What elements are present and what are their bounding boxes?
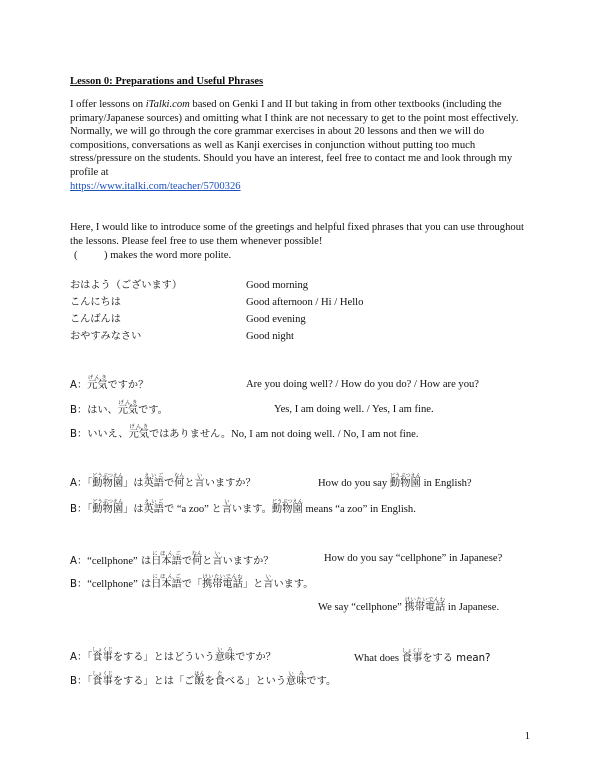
page-title: Lesson 0: Preparations and Useful Phrases xyxy=(70,76,264,87)
profile-link[interactable]: https://www.italki.com/teacher/5700326 xyxy=(70,180,241,192)
greeting-en: Good evening xyxy=(246,314,306,325)
dialogue2-line-b: B：「動物園どうぶつえん」は英語えいごで “a zoo” と言いいます。動物園どうぶつえん means “a zoo” in English. xyxy=(70,499,416,515)
dialogue3-line-b: B：“cellphone” は日本語にほんごで「携帯電話けいたいでんわ」と言いいます。 xyxy=(70,574,314,590)
greeting-en: Good afternoon / Hi / Hello xyxy=(246,297,364,308)
greeting-en: Good night xyxy=(246,331,294,342)
dialogue3-line-a: A：“cellphone” は日本語にほんごで何なんと言いいますか？ xyxy=(70,551,274,567)
dialogue1-translation-b: Yes, I am doing well. / Yes, I am fine. xyxy=(274,404,434,415)
greeting-jp: おやすみなさい xyxy=(70,331,142,342)
dialogue2-translation-a: How do you say 動物園どうぶつえん in English? xyxy=(318,473,472,489)
dialogue3-translation-b: We say “cellphone” 携帯電話けいたいでんわ in Japanese. xyxy=(318,597,500,613)
page-number: 1 xyxy=(524,731,530,742)
site-name: iTalki.com xyxy=(145,99,190,110)
dialogue2-line-a: A：「動物園どうぶつえん」は英語えいごで何なんと言いいますか？ xyxy=(70,473,256,489)
dialogue4-line-b: B：「食事しょくじをする」とは「ご飯はんを食たべる」という意味いみです。 xyxy=(70,671,337,687)
dialogue1-line-c: B：いいえ、元気げんきではありません。No, I am not doing well. / No, I am not fine. xyxy=(70,424,419,440)
dialogue4-translation-a: What does 食事しょくじをする mean? xyxy=(354,648,491,664)
greeting-jp: こんばんは xyxy=(70,314,121,325)
dialogue4-line-a: A：「食事しょくじをする」とはどういう意味いみですか？ xyxy=(70,647,276,663)
polite-note: ( ) makes the word more polite. xyxy=(74,250,232,261)
dialogue1-translation-a: Are you doing well? / How do you do? / How are you? xyxy=(246,379,480,390)
intro-greetings-paragraph: Here, I would like to introduce some of the greetings and helpful fixed phrases that you can use throughout the lessons. Please feel free to use them whenever possible! xyxy=(70,222,524,247)
dialogue3-translation-a: How do you say “cellphone” in Japanese? xyxy=(324,553,503,564)
intro-text-pre: I offer lessons on xyxy=(70,99,146,110)
dialogue1-line-a: A：元気げんきですか？ xyxy=(70,375,149,391)
greeting-jp: おはよう（ございます） xyxy=(70,280,183,291)
greeting-en: Good morning xyxy=(246,280,309,291)
greeting-jp: こんにちは xyxy=(70,297,121,308)
intro-paragraph xyxy=(70,98,530,193)
dialogue1-line-b: B：はい、元気げんきです。 xyxy=(70,400,168,416)
intro-text-post: based on Genki I and II but taking in from other textbooks (including the primary/Japanese sources) and omitting what I think are not necessary to get to the point most effectively. Normally, we will go through the core grammar exercises in about 20 lessons and then we will do compositions, conversations as well as Kanji exercises in conjunction without putting too much stress/pressure on the students. Should you have an interest, feel free to contact me and look through my profile at xyxy=(70,99,519,178)
